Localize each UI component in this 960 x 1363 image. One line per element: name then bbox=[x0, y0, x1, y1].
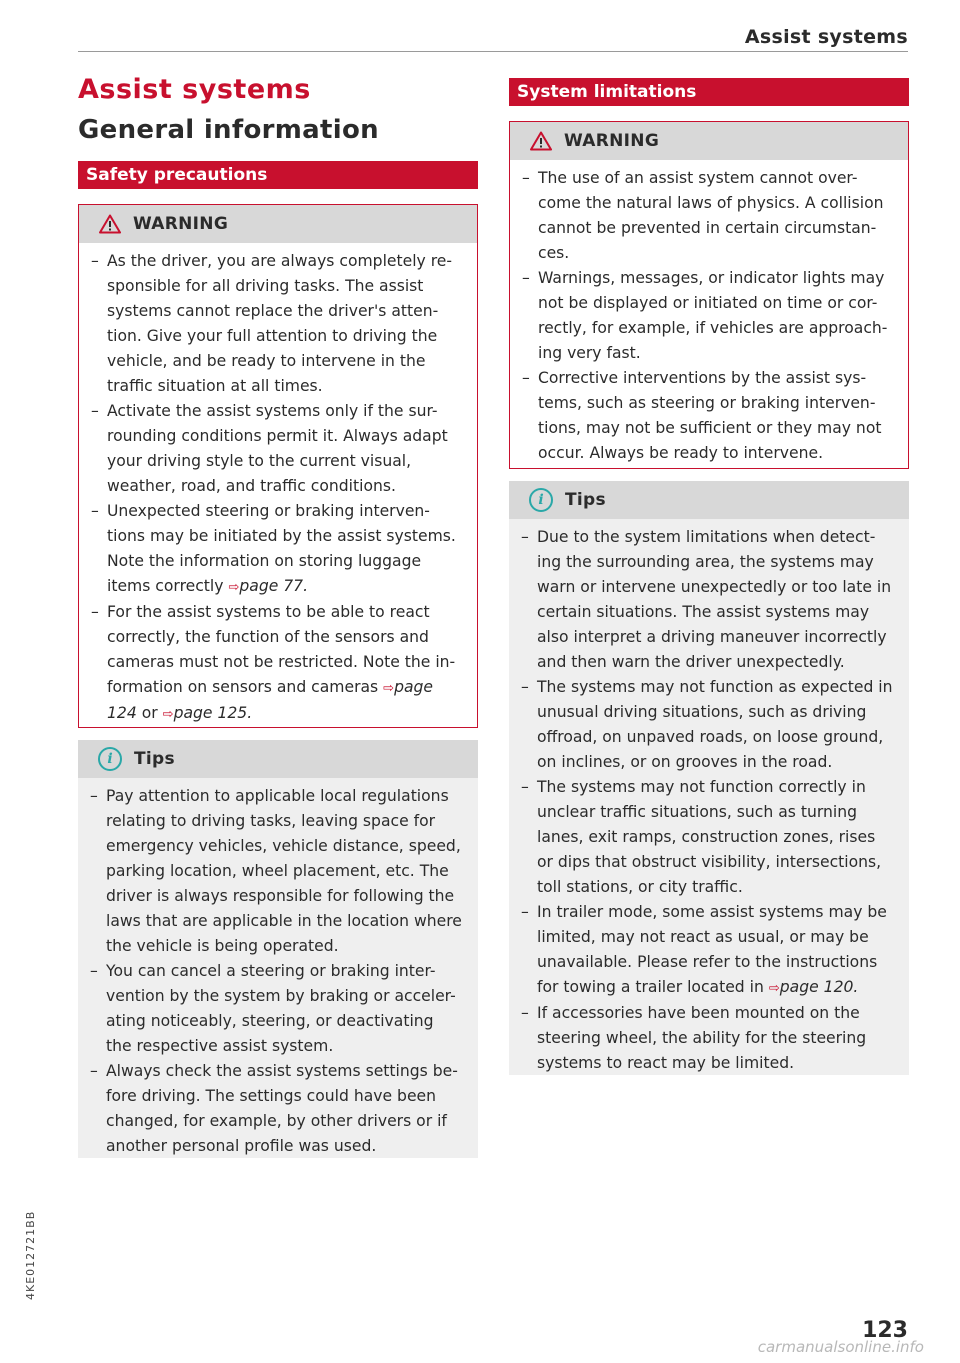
list-item: – Pay attention to applicable local regulations relating to driving tasks, leaving space for emergency vehicles, vehicle distance, speed, parking location, wheel placement, etc. The driver is always responsible for following the laws that are applicable in the location where the vehicle is being operated. bbox=[90, 784, 464, 959]
warning-box-header bbox=[510, 122, 908, 160]
list-item: – If accessories have been mounted on the steering wheel, the ability for the steering systems to react may be limited. bbox=[521, 1001, 895, 1076]
list-item: – In trailer mode, some assist systems may be limited, may not react as usual, or may be unavailable. Please refer to the instructions for towing a trailer located in ⇨page 120. bbox=[521, 900, 895, 1001]
page-reference-link[interactable]: ⇨page 125. bbox=[162, 704, 253, 722]
arrow-right-icon: ⇨ bbox=[768, 981, 780, 996]
warning-box-header bbox=[79, 205, 477, 243]
list-item: – Activate the assist systems only if the sur-rounding conditions permit it. Always adapt your driving style to the current visual, weather, road, and traffic conditions. bbox=[91, 399, 463, 499]
list-item: – As the driver, you are always completely re-sponsible for all driving tasks. The assist systems cannot replace the driver's atten-tion. Give your full attention to driving the vehicle, and be ready to intervene in the traffic situation at all times. bbox=[91, 249, 463, 399]
tips-label: Tips bbox=[565, 490, 606, 510]
info-icon: i bbox=[98, 747, 122, 771]
list-item: – The systems may not function as expected in unusual driving situations, such as driving offroad, on unpaved roads, on loose ground, on inclines, or on grooves in the road. bbox=[521, 675, 895, 775]
list-item: – Warnings, messages, or indicator lights may not be displayed or initiated on time or cor-rectly, for example, if vehicles are approach-ing very fast. bbox=[522, 266, 894, 366]
warning-label: WARNING bbox=[564, 131, 660, 151]
header-divider bbox=[78, 51, 908, 52]
warning-list bbox=[510, 160, 908, 474]
warning-triangle-icon bbox=[99, 214, 121, 234]
list-item: – For the assist systems to be able to react correctly, the function of the sensors and cameras must not be restricted. Note the in-formation on sensors and cameras ⇨page 124 or ⇨page 125. bbox=[91, 600, 463, 727]
section-bar-safety-precautions: Safety precautions bbox=[78, 161, 478, 189]
section-bar-system-limitations: System limitations bbox=[509, 78, 909, 106]
list-item: – The systems may not function correctly in unclear traffic situations, such as turning lanes, exit ramps, construction zones, rises or dips that obstruct visibility, intersections, toll stations, or city traffic. bbox=[521, 775, 895, 900]
list-item: – Always check the assist systems settings be-fore driving. The settings could have been changed, for example, by other drivers or if another personal profile was used. bbox=[90, 1059, 464, 1159]
warning-box-left bbox=[78, 204, 478, 728]
arrow-right-icon: ⇨ bbox=[162, 707, 174, 722]
page-reference-link[interactable]: ⇨page 120. bbox=[768, 978, 859, 996]
warning-triangle-icon bbox=[530, 131, 552, 151]
section-heading: General information bbox=[78, 115, 379, 145]
tips-box-header bbox=[509, 481, 909, 519]
list-item: – Corrective interventions by the assist sys-tems, such as steering or braking interven-tions, may not be sufficient or they may not occur. Always be ready to intervene. bbox=[522, 366, 894, 466]
list-item: – You can cancel a steering or braking inter-vention by the system by braking or acceler-ating noticeably, steering, or deactivating the respective assist system. bbox=[90, 959, 464, 1059]
list-item: – Unexpected steering or braking interven-tions may be initiated by the assist systems. Note the information on storing luggage items correctly ⇨page 77. bbox=[91, 499, 463, 600]
list-item: – The use of an assist system cannot over-come the natural laws of physics. A collision cannot be prevented in certain circumstan-ces. bbox=[522, 166, 894, 266]
tips-label: Tips bbox=[134, 749, 175, 769]
document-code: 4KE012721BB bbox=[24, 1210, 37, 1300]
tips-list bbox=[509, 519, 909, 1084]
page-reference-link[interactable]: ⇨page 77. bbox=[228, 577, 309, 595]
arrow-right-icon: ⇨ bbox=[228, 580, 240, 595]
tips-list bbox=[78, 778, 478, 1167]
info-icon: i bbox=[529, 488, 553, 512]
list-item: – Due to the system limitations when detect-ing the surrounding area, the systems may warn or intervene unexpectedly or too late in certain situations. The assist systems may also interpret a driving maneuver incorrectly and then warn the driver unexpectedly. bbox=[521, 525, 895, 675]
page-number: 123 bbox=[862, 1318, 908, 1343]
page-reference-link[interactable]: ⇨page 124 bbox=[107, 678, 434, 722]
warning-label: WARNING bbox=[133, 214, 229, 234]
running-header-title: Assist systems bbox=[744, 26, 908, 48]
tips-box-header bbox=[78, 740, 478, 778]
tips-box-right bbox=[509, 481, 909, 1075]
watermark: carmanualsonline.info bbox=[757, 1338, 924, 1356]
arrow-right-icon: ⇨ bbox=[383, 681, 395, 696]
warning-box-right bbox=[509, 121, 909, 469]
warning-list bbox=[79, 243, 477, 735]
chapter-title: Assist systems bbox=[78, 74, 311, 105]
tips-box-left bbox=[78, 740, 478, 1158]
